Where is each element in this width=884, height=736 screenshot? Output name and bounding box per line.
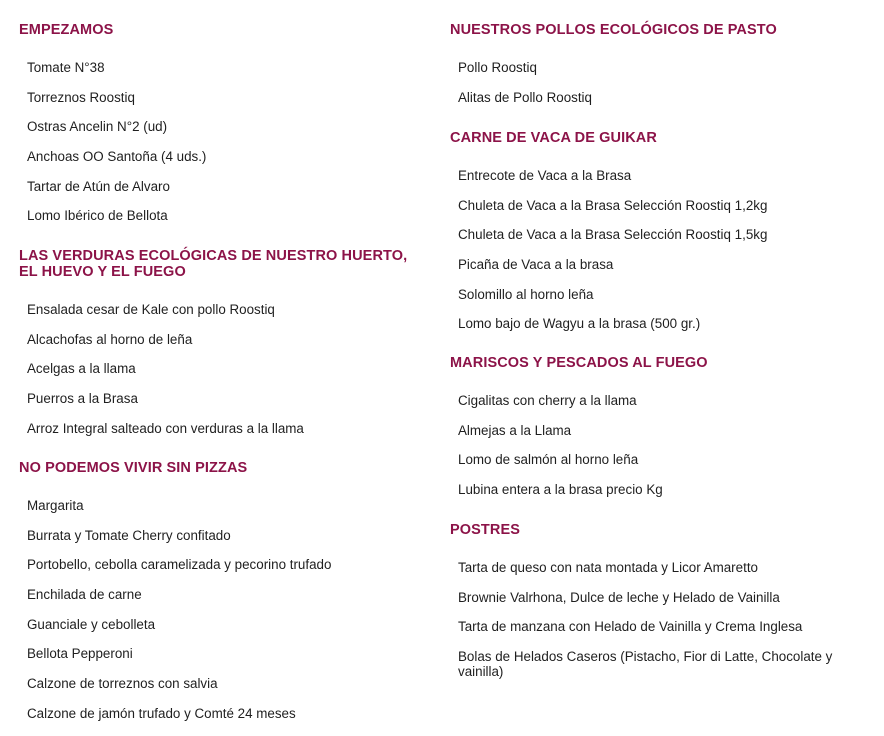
menu-item[interactable]: Puerros a la Brasa [27, 391, 138, 407]
menu-item[interactable]: Portobello, cebolla caramelizada y pecorino trufado [27, 557, 332, 573]
menu-item[interactable]: Cigalitas con cherry a la llama [458, 393, 637, 408]
menu-item[interactable]: Ostras Ancelin N°2 (ud) [27, 119, 168, 135]
menu-item[interactable]: Enchilada de carne [27, 587, 142, 603]
section-title: POSTRES [450, 522, 520, 538]
menu-item[interactable]: Solomillo al horno leña [458, 286, 594, 302]
menu-item[interactable]: Calzone de torreznos con salvia [27, 676, 218, 692]
section-title: NO PODEMOS VIVIR SIN PIZZAS [19, 460, 248, 476]
menu-item[interactable]: Acelgas a la llama [27, 361, 136, 377]
menu-item[interactable]: Chuleta de Vaca a la Brasa Selección Roostiq 1,2kg [458, 197, 768, 213]
menu-section-postres [450, 522, 860, 679]
menu-item[interactable]: Lomo de salmón al horno leña [458, 452, 639, 468]
menu-item[interactable]: Bolas de Helados Caseros (Pistacho, Fior di Latte, Chocolate y vainilla) [458, 649, 833, 680]
menu-section-carne [450, 130, 860, 346]
menu-item-list [450, 60, 860, 119]
menu-item[interactable]: Tomate N°38 [27, 60, 105, 75]
menu-item[interactable]: Entrecote de Vaca a la Brasa [458, 168, 632, 183]
menu-item[interactable]: Picaña de Vaca a la brasa [458, 257, 614, 273]
menu-item[interactable]: Lomo bajo de Wagyu a la brasa (500 gr.) [458, 316, 701, 332]
menu-item-list [19, 498, 429, 736]
menu-item[interactable]: Bellota Pepperoni [27, 646, 133, 662]
section-title: EMPEZAMOS [19, 22, 114, 38]
section-title: MARISCOS Y PESCADOS AL FUEGO [450, 355, 708, 371]
menu-item[interactable]: Lomo Ibérico de Bellota [27, 208, 168, 224]
menu-item[interactable]: Alcachofas al horno de leña [27, 331, 193, 347]
menu-item-list [450, 393, 860, 512]
menu-item[interactable]: Tartar de Atún de Alvaro [27, 178, 170, 194]
menu-item[interactable]: Ensalada cesar de Kale con pollo Roostiq [27, 302, 275, 317]
menu-item[interactable]: Tarta de manzana con Helado de Vainilla y Crema Inglesa [458, 619, 803, 635]
menu-section-mariscos [450, 355, 860, 512]
menu-item[interactable]: Torreznos Roostiq [27, 89, 135, 105]
menu-item[interactable]: Chuleta de Vaca a la Brasa Selección Roostiq 1,5kg [458, 227, 768, 243]
menu-item[interactable]: Margarita [27, 498, 84, 513]
menu-item[interactable]: Brownie Valrhona, Dulce de leche y Helado de Vainilla [458, 589, 780, 605]
menu-item[interactable]: Burrata y Tomate Cherry confitado [27, 527, 231, 543]
section-title: NUESTROS POLLOS ECOLÓGICOS DE PASTO [450, 22, 777, 38]
menu-section-verduras [19, 248, 429, 450]
menu-item[interactable]: Calzone de jamón trufado y Comté 24 meses [27, 705, 296, 721]
section-title: LAS VERDURAS ECOLÓGICAS DE NUESTRO HUERTO, EL HUEVO Y EL FUEGO [19, 248, 408, 280]
menu-item-list [19, 302, 429, 450]
menu-item[interactable]: Alitas de Pollo Roostiq [458, 89, 592, 105]
menu-item[interactable]: Guanciale y cebolleta [27, 616, 156, 632]
menu-item-list [19, 60, 429, 238]
menu-section-pizzas [19, 460, 429, 736]
menu-section-pollos [450, 22, 860, 119]
menu-item[interactable]: Almejas a la Llama [458, 422, 572, 438]
menu-item-list [450, 560, 860, 679]
menu-item[interactable]: Tarta de queso con nata montada y Licor Amaretto [458, 560, 758, 575]
menu-item[interactable]: Pollo Roostiq [458, 60, 537, 75]
menu-item-list [450, 168, 860, 346]
menu-item[interactable]: Anchoas OO Santoña (4 uds.) [27, 149, 207, 165]
menu-section-empezamos [19, 22, 429, 238]
menu-item[interactable]: Lubina entera a la brasa precio Kg [458, 482, 663, 498]
section-title: CARNE DE VACA DE GUIKAR [450, 130, 657, 146]
menu-item[interactable]: Arroz Integral salteado con verduras a la llama [27, 420, 304, 436]
